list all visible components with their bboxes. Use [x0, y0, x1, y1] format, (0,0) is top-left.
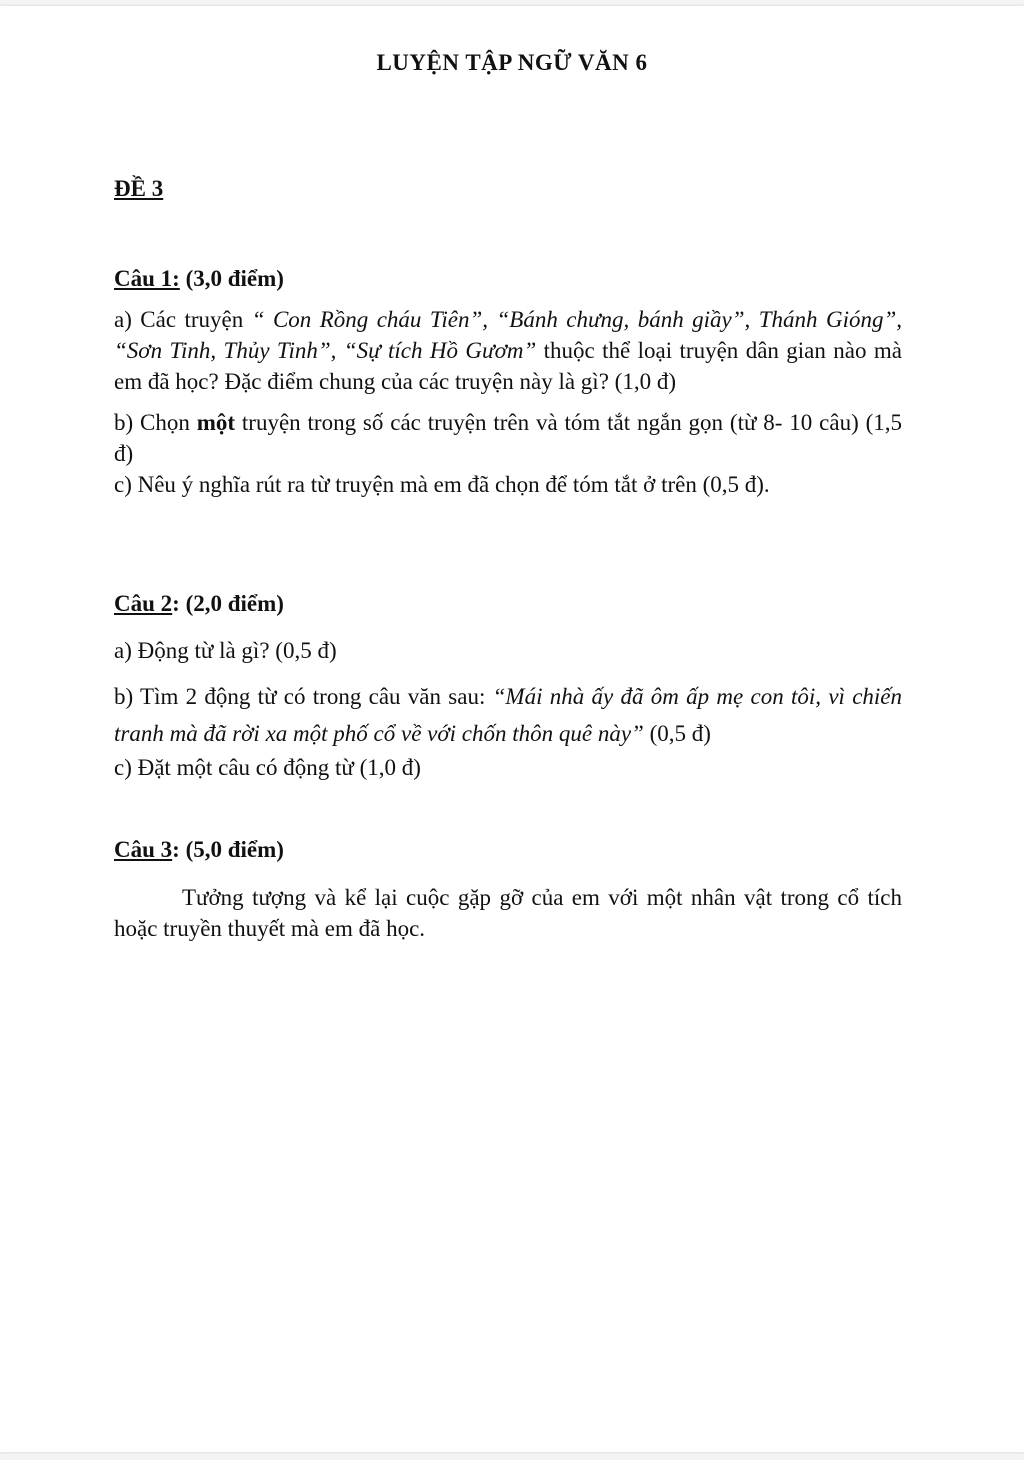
question-2-part-b	[114, 678, 902, 752]
question-2-heading	[114, 588, 902, 619]
question-1-part-c: c) Nêu ý nghĩa rút ra từ truyện mà em đã chọn để tóm tắt ở trên (0,5 đ).	[114, 472, 770, 497]
question-2-label: Câu 2	[114, 591, 173, 616]
q1b-bold: một	[196, 410, 236, 435]
q2b-suffix: (0,5 đ)	[643, 721, 711, 746]
question-2	[114, 588, 902, 783]
document-page	[0, 6, 1024, 1452]
question-1-points: (3,0 điểm)	[179, 266, 284, 291]
q2b-prefix: b) Tìm 2 động từ có trong câu văn sau:	[114, 684, 493, 709]
question-2-part-a: a) Động từ là gì? (0,5 đ)	[114, 638, 337, 663]
question-3-points: : (5,0 điểm)	[172, 837, 284, 862]
question-3-heading	[114, 834, 902, 865]
question-2-part-c: c) Đặt một câu có động từ (1,0 đ)	[114, 755, 421, 780]
question-3-prompt: Tưởng tượng và kể lại cuộc gặp gỡ của em với một nhân vật trong cổ tích hoặc truyền thuyết mà em đã học.	[114, 885, 902, 941]
question-3	[114, 834, 902, 944]
exam-label: ĐỀ 3	[114, 176, 164, 201]
q1a-suffix: thuộc thể loại truyện dân gian nào mà em đã học? Đặc điểm chung của các truyện này là gì? (1,0 đ)	[114, 338, 902, 394]
q2b-quote: “Mái nhà ấy đã ôm ấp mẹ con tôi, vì chiến tranh mà đã rời xa một phố cổ về với chốn thôn quê này”	[114, 684, 902, 746]
question-1-part-a	[114, 304, 902, 397]
document-title: LUYỆN TẬP NGỮ VĂN 6	[376, 50, 648, 75]
question-2-points: : (2,0 điểm)	[172, 591, 284, 616]
question-1-heading	[114, 263, 902, 294]
q1b-prefix: b) Chọn	[114, 410, 197, 435]
question-1	[114, 263, 902, 500]
question-1-label: Câu 1:	[114, 266, 180, 291]
q1a-prefix: a) Các truyện	[114, 307, 252, 332]
q1b-suffix: truyện trong số các truyện trên và tóm tắt ngắn gọn (từ 8- 10 câu) (1,5 đ)	[114, 410, 902, 466]
q1a-story-list: “ Con Rồng cháu Tiên”, “Bánh chưng, bánh giầy”, Thánh Gióng”, “Sơn Tinh, Thủy Tinh”, “Sự tích Hồ Gươm”	[114, 307, 902, 363]
question-1-part-b	[114, 407, 902, 469]
question-3-label: Câu 3	[114, 837, 173, 862]
